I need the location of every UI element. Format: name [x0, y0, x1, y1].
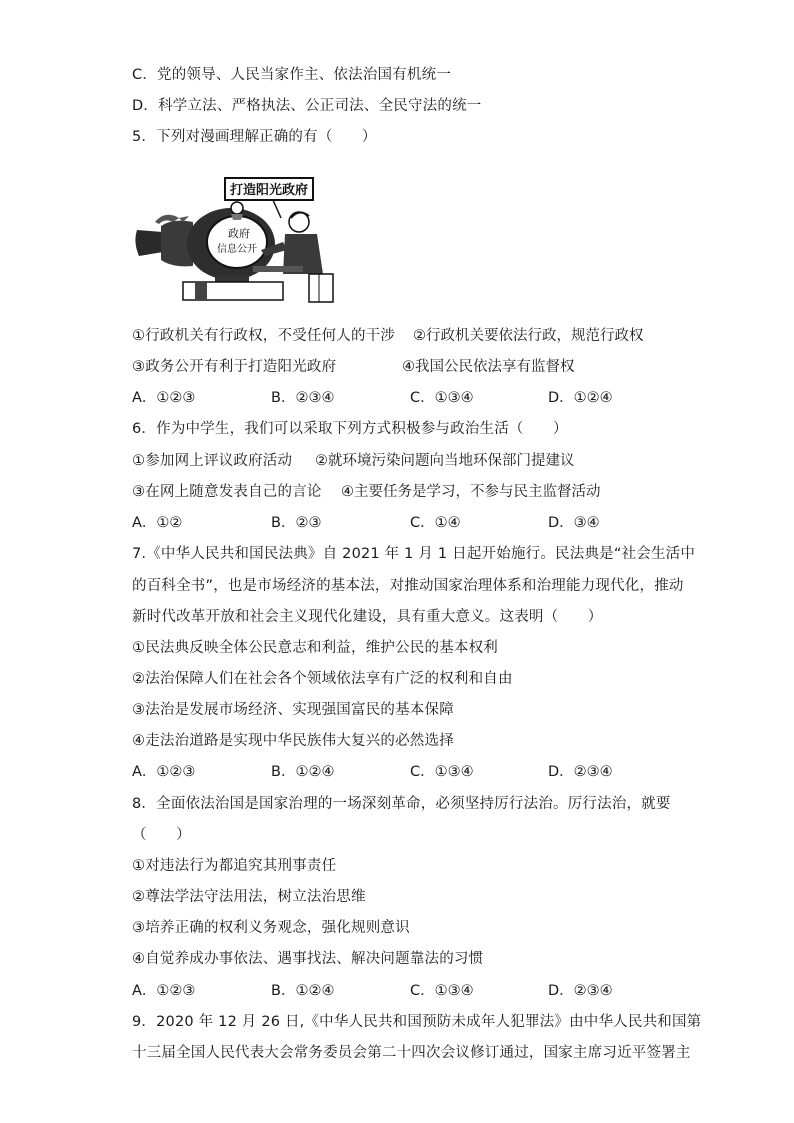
q8-option-c[interactable]: C．①③④	[410, 983, 474, 999]
q7-stem-line-2: 的百科全书”，也是市场经济的基本法，对推动国家治理体系和治理能力现代化，推动	[132, 578, 684, 594]
q5-stem: 5．下列对漫画理解正确的有（ ）	[132, 129, 377, 145]
q8-option-d[interactable]: D．②③④	[548, 983, 613, 999]
cartoon-screen-line1: 政府	[228, 227, 250, 240]
q5-option-a[interactable]: A．①②③	[132, 390, 196, 406]
q8-statement-4: ④自觉养成办事依法、遇事找法、解决问题靠法的习惯	[132, 951, 484, 967]
q4-option-c: C．党的领导、人民当家作主、依法治国有机统一	[132, 67, 452, 83]
q8-statement-2: ②尊法学法守法用法，树立法治思维	[132, 889, 366, 905]
cartoon-screen-line2: 信息公开	[217, 244, 257, 255]
q9-stem-line-2: 十三届全国人民代表大会常务委员会第二十四次会议修订通过，国家主席习近平签署主	[132, 1045, 691, 1061]
cartoon-sunshine-government	[133, 170, 338, 305]
q6-statement-1: ①参加网上评议政府活动	[132, 453, 293, 469]
q6-option-d[interactable]: D．③④	[548, 515, 600, 531]
q8-stem-line-2: （ ）	[132, 827, 191, 843]
q5-statement-3: ③政务公开有利于打造阳光政府	[132, 359, 337, 375]
q6-option-c[interactable]: C．①④	[410, 515, 461, 531]
q7-option-d[interactable]: D．②③④	[548, 764, 613, 780]
q8-statement-3: ③培养正确的权利义务观念，强化规则意识	[132, 920, 410, 936]
q5-statement-1: ①行政机关有行政权，不受任何人的干涉	[132, 328, 396, 344]
q5-statement-2: ②行政机关要依法行政，规范行政权	[413, 328, 644, 344]
q6-stem: 6．作为中学生，我们可以采取下列方式积极参与政治生活（ ）	[132, 421, 568, 437]
q7-stem-line-3: 新时代改革开放和社会主义现代化建设，具有重大意义。这表明（ ）	[132, 609, 603, 625]
q7-statement-3: ③法治是发展市场经济、实现强国富民的基本保障	[132, 702, 454, 718]
q5-statement-4: ④我国公民依法享有监督权	[402, 359, 575, 375]
q8-statement-1: ①对违法行为都追究其刑事责任	[132, 858, 337, 874]
q8-stem-line-1: 8．全面依法治国是国家治理的一场深刻革命，必须坚持厉行法治。厉行法治，就要	[132, 796, 671, 812]
q4-option-d: D．科学立法、严格执法、公正司法、全民守法的统一	[132, 98, 482, 114]
q9-stem-line-1: 9．2020 年 12 月 26 日,《中华人民共和国预防未成年人犯罪法》由中华人民共和国第	[132, 1014, 702, 1030]
q7-option-a[interactable]: A．①②③	[132, 764, 196, 780]
q7-option-b[interactable]: B．①②④	[271, 764, 335, 780]
q5-option-b[interactable]: B．②③④	[271, 390, 335, 406]
q6-statement-4: ④主要任务是学习，不参与民主监督活动	[341, 484, 601, 500]
cartoon-sign-text: 打造阳光政府	[229, 183, 309, 198]
q6-statement-2: ②就环境污染问题向当地环保部门提建议	[315, 453, 575, 469]
q6-option-b[interactable]: B．②③	[271, 515, 322, 531]
q7-stem-line-1: 7.《中华人民共和国民法典》自 2021 年 1 月 1 日起开始施行。民法典是“社会生活中	[132, 546, 696, 562]
q7-statement-4: ④走法治道路是实现中华民族伟大复兴的必然选择	[132, 733, 454, 749]
q8-option-a[interactable]: A．①②③	[132, 983, 196, 999]
q6-option-a[interactable]: A．①②	[132, 515, 183, 531]
q7-statement-1: ①民法典反映全体公民意志和利益，维护公民的基本权利	[132, 640, 498, 656]
q5-option-c[interactable]: C．①③④	[410, 390, 474, 406]
q7-statement-2: ②法治保障人们在社会各个领域依法享有广泛的权利和自由	[132, 671, 513, 687]
q5-option-d[interactable]: D．①②④	[548, 390, 613, 406]
q7-option-c[interactable]: C．①③④	[410, 764, 474, 780]
q8-option-b[interactable]: B．①②④	[271, 983, 335, 999]
q6-statement-3: ③在网上随意发表自己的言论	[132, 484, 322, 500]
